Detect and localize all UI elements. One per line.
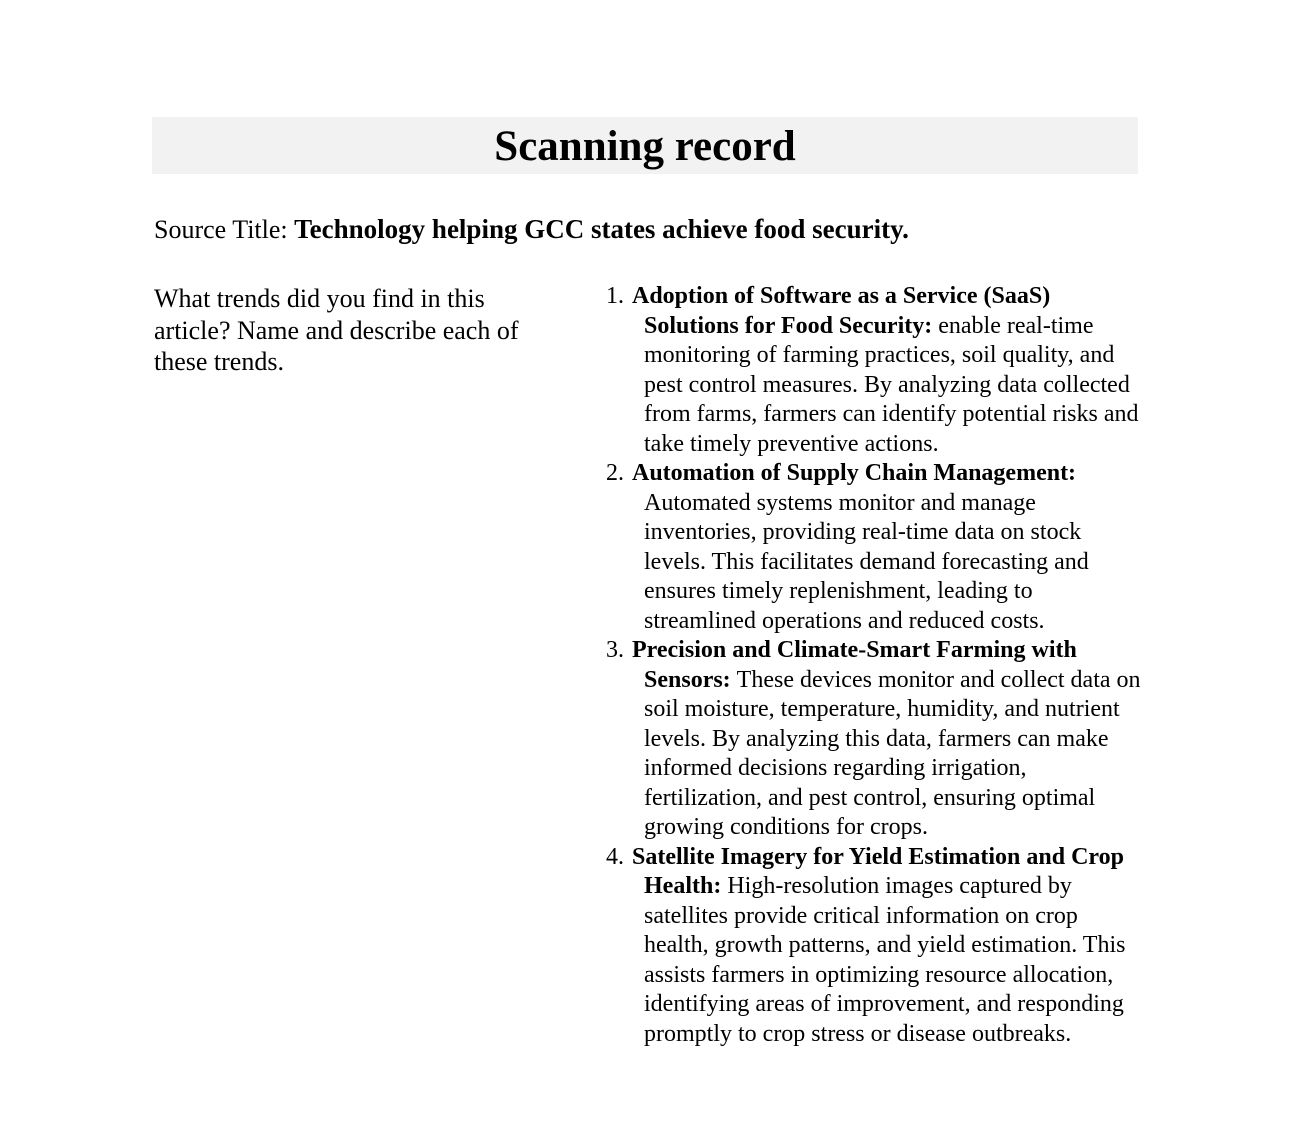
source-title-label: Source Title: — [154, 215, 288, 244]
trend-description: These devices monitor and collect data on soil moisture, temperature, humidity, and nutrient levels. By analyzing this data, farmers can make informed decisions regarding irrigation, fertilization, and pest control, ensuring optimal growing conditions for crops. — [644, 666, 1141, 840]
trend-description: enable real-time monitoring of farming practices, soil quality, and pest control measures. By analyzing data collected from farms, farmers can identify potential risks and take timely preventive actions. — [644, 312, 1139, 457]
title-banner — [152, 117, 1138, 174]
source-title-value: Technology helping GCC states achieve food security. — [294, 214, 909, 244]
trend-number: 4. — [606, 843, 624, 870]
trend-description: High-resolution images captured by satellites provide critical information on crop health, growth patterns, and yield estimation. This assists farmers in optimizing resource allocation, identifying areas of improvement, and responding promptly to crop stress or disease outbreaks. — [644, 873, 1126, 1047]
trend-description: Automated systems monitor and manage inventories, providing real-time data on stock levels. This facilitates demand forecasting and ensures timely replenishment, leading to streamlined operations and reduced costs. — [644, 489, 1089, 634]
source-title-line — [154, 214, 1138, 245]
trend-heading: Automation of Supply Chain Management: — [632, 460, 1077, 486]
page-title: Scanning record — [494, 123, 796, 170]
trend-item-precision-farming — [604, 636, 1144, 843]
trend-heading: Satellite Imagery for Yield Estimation and Crop Health: — [632, 843, 1124, 899]
trend-item-saas — [604, 282, 1144, 459]
trend-item-supply-chain — [604, 459, 1144, 636]
trend-number: 1. — [606, 283, 624, 309]
trend-heading: Precision and Climate-Smart Farming with Sensors: — [632, 637, 1077, 693]
trends-answer — [604, 282, 1144, 1049]
trends-question: What trends did you find in this article? Name and describe each of these trends. — [154, 284, 519, 376]
scanning-record-document — [152, 117, 1141, 1047]
trends-list — [604, 282, 1144, 1049]
trend-item-satellite-imagery — [604, 843, 1144, 1050]
trend-number: 2. — [606, 460, 624, 486]
trend-heading: Adoption of Software as a Service (SaaS) Solutions for Food Security: — [632, 283, 1051, 339]
trend-number: 3. — [606, 637, 624, 663]
